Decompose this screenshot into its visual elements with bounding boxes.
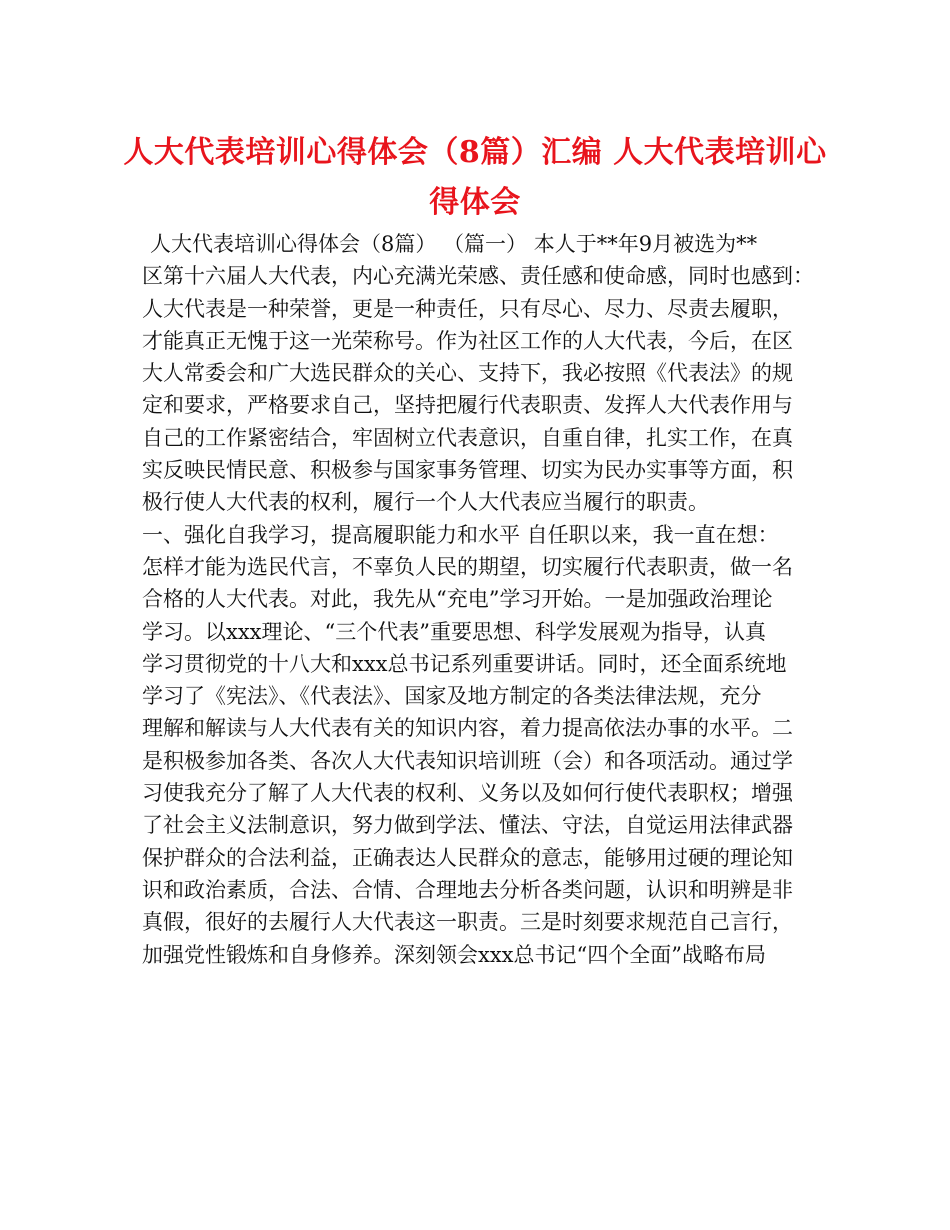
body-line: 才能真正无愧于这一光荣称号。作为社区工作的人大代表，今后，在区 [142, 328, 793, 353]
body-line: 学习。以xxx理论、“三个代表”重要思想、科学发展观为指导，认真 [142, 619, 766, 644]
body-line: 习使我充分了解了人大代表的权利、义务以及如何行使代表职权；增强 [142, 781, 793, 806]
body-line: 识和政治素质，合法、合情、合理地去分析各类问题，认识和明辨是非 [142, 877, 793, 902]
body-line: 极行使人大代表的权利，履行一个人大代表应当履行的职责。 [142, 490, 709, 515]
body-line: 怎样才能为选民代言，不辜负人民的期望，切实履行代表职责，做一名 [142, 554, 793, 579]
body-line: 实反映民情民意、积极参与国家事务管理、切实为民办实事等方面，积 [142, 458, 793, 483]
document-body [142, 228, 832, 971]
document-title [120, 128, 830, 228]
body-line: 真假，很好的去履行人大代表这一职责。三是时刻要求规范自己言行， [142, 910, 793, 935]
body-line: 保护群众的合法利益，正确表达人民群众的意志，能够用过硬的理论知 [142, 845, 793, 870]
body-line: 大人常委会和广大选民群众的关心、支持下，我必按照《代表法》的规 [142, 361, 793, 386]
body-line: 自己的工作紧密结合，牢固树立代表意识，自重自律，扎实工作，在真 [142, 425, 793, 450]
body-line: 学习贯彻党的十八大和xxx总书记系列重要讲话。同时，还全面系统地 [142, 651, 787, 676]
body-line: 了社会主义法制意识，努力做到学法、懂法、守法，自觉运用法律武器 [142, 813, 793, 838]
title-line-1: 人大代表培训心得体会（8篇）汇编 人大代表培训心 [123, 135, 827, 170]
body-line: 合格的人大代表。对此，我先从“充电”学习开始。一是加强政治理论 [142, 587, 773, 612]
body-line: 区第十六届人大代表，内心充满光荣感、责任感和使命感，同时也感到： [142, 264, 814, 289]
body-line: 理解和解读与人大代表有关的知识内容，着力提高依法办事的水平。二 [142, 716, 793, 741]
body-line: 人大代表是一种荣誉，更是一种责任，只有尽心、尽力、尽责去履职， [142, 296, 793, 321]
body-line: 一、强化自我学习，提高履职能力和水平 自任职以来，我一直在想： [142, 522, 779, 547]
body-line: 学习了《宪法》、《代表法》、国家及地方制定的各类法律法规，充分 [142, 684, 762, 709]
body-line: 人大代表培训心得体会（8篇） （篇一） 本人于**年9月被选为** [150, 232, 758, 256]
body-line: 是积极参加各类、各次人大代表知识培训班（会）和各项活动。通过学 [142, 748, 793, 773]
body-line: 加强党性锻炼和自身修养。深刻领会xxx总书记“四个全面”战略布局 [142, 942, 766, 967]
title-line-2: 得体会 [429, 185, 521, 220]
body-line: 定和要求，严格要求自己，坚持把履行代表职责、发挥人大代表作用与 [142, 393, 793, 418]
